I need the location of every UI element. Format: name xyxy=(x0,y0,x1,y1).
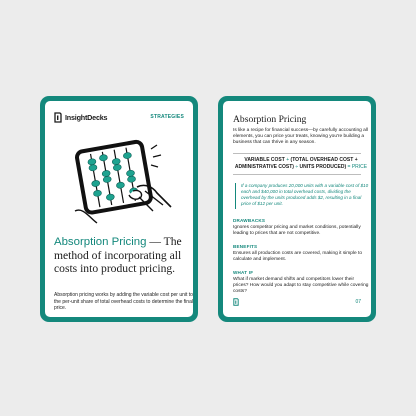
title-accent: Absorption Pricing xyxy=(54,236,147,248)
brand-name: InsightDecks xyxy=(65,113,108,122)
divider xyxy=(233,153,361,154)
what-if-heading: WHAT IF xyxy=(233,270,254,275)
front-card xyxy=(40,96,198,322)
page-number: 07 xyxy=(355,299,361,305)
insightdecks-logo-icon xyxy=(54,112,62,123)
formula-part: (TOTAL OVERHEAD COST + ADMINISTRATIVE COST) xyxy=(234,157,358,170)
formula xyxy=(233,157,369,170)
section-tag: STRATEGIES xyxy=(150,114,184,120)
back-card-title: Absorption Pricing xyxy=(233,114,307,125)
benefits-text: Ensures all production costs are covered, making it simple to calculate and implement. xyxy=(233,251,363,263)
card-title xyxy=(54,235,193,275)
title-rest: — The method of incorporating all costs into product pricing. xyxy=(54,235,182,275)
formula-part: VARIABLE COST xyxy=(244,157,285,163)
formula-operator: + xyxy=(286,157,290,163)
insightdecks-logo-icon xyxy=(233,298,239,306)
intro-text: Is like a recipe for financial success—by carefully accounting all elements, you can price your treats, knowing you're building a business that can thrive in any season. xyxy=(233,128,368,146)
back-card xyxy=(218,96,376,322)
card-description: Absorption pricing works by adding the variable cost per unit to the per-unit share of total overhead costs to determine the final price. xyxy=(54,292,193,312)
formula-operator: ÷ xyxy=(295,163,299,170)
back-card-face xyxy=(223,101,371,317)
example-text: If a company produces 20,000 units with a variable cost of $10 each and $40,000 in total overhead costs, dividing the overhead by the units produced adds $2, resulting in a final price of $12 per unit. xyxy=(241,183,369,206)
brand xyxy=(54,112,107,123)
drawbacks-heading: DRAWBACKS xyxy=(233,218,266,223)
drawbacks-text: Ignores competitor pricing and market conditions, potentially leading to prices that are not competitive. xyxy=(233,225,361,237)
divider xyxy=(233,174,361,175)
formula-part: UNITS PRODUCED) xyxy=(299,163,347,170)
what-if-text: What if market demand shifts and competitors lower their prices? How would you adapt to stay competitive while covering costs? xyxy=(233,277,369,295)
example-bar xyxy=(235,183,236,209)
benefits-heading: BENEFITS xyxy=(233,244,258,249)
abacus-hand-illustration xyxy=(67,127,175,225)
front-card-face xyxy=(45,101,193,317)
formula-operator: = PRICE xyxy=(347,163,368,170)
